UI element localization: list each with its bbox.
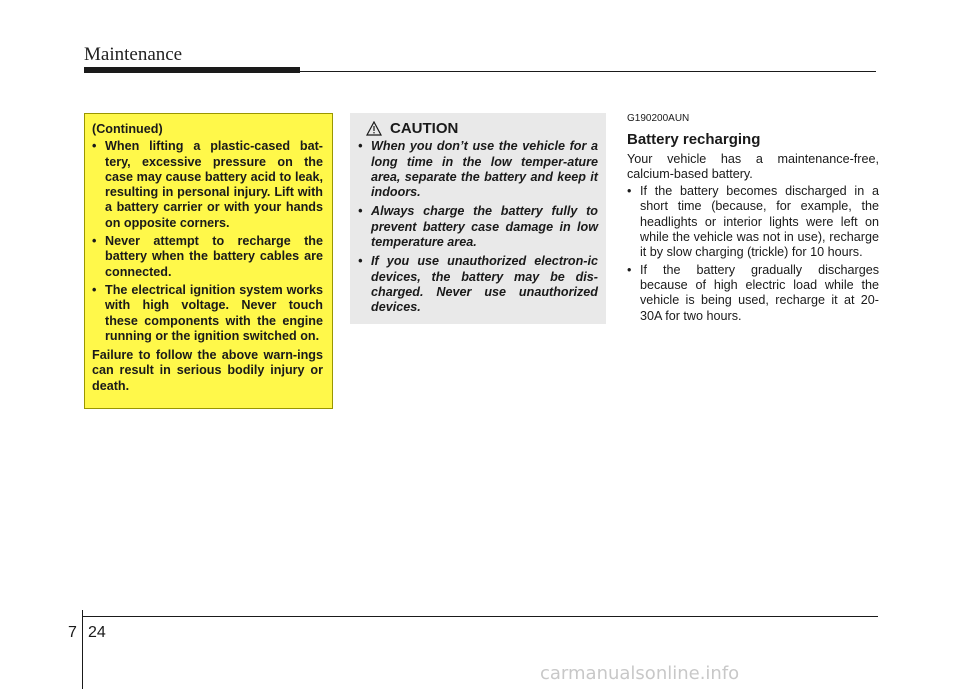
- caution-bullet: • If you use unauthorized electron-ic devices, the battery may be dis-charged. Never use unauthorized devices.: [358, 254, 598, 315]
- footer-divider: [82, 610, 83, 689]
- page-number: 24: [88, 624, 106, 641]
- section-code: G190200AUN: [627, 113, 690, 124]
- caution-header: [358, 121, 598, 136]
- watermark: carmanualsonline.info: [540, 663, 740, 684]
- section-intro: Your vehicle has a maintenance-free, calcium-based battery.: [627, 151, 879, 181]
- warning-bullet: • When lifting a plastic-cased bat-tery, excessive pressure on the case may cause battery acid to leak, resulting in personal injury. Lift with a battery carrier or with your hands on opposite corners.: [92, 139, 323, 230]
- warning-footer: Failure to follow the above warn-ings can result in serious bodily injury or death.: [92, 348, 323, 393]
- caution-bullet: • Always charge the battery fully to prevent battery case damage in low temperature area.: [358, 204, 598, 250]
- warning-box: [84, 113, 333, 409]
- caution-box: [350, 113, 606, 324]
- header-rule: [300, 71, 876, 72]
- chapter-number: 7: [68, 624, 77, 641]
- section-column: [627, 111, 879, 326]
- footer-rule: [82, 616, 878, 617]
- section-heading: Battery recharging: [627, 131, 761, 149]
- section-bullet: • If the battery gradually discharges because of high electric load while the vehicle is being used, recharge it at 20-30A for two hours.: [627, 262, 879, 323]
- section-bullet: • If the battery becomes discharged in a short time (because, for example, the headlights or interior lights were left on while the vehicle was not in use), recharge it by slow charging (trickle) for 10 hours.: [627, 184, 879, 260]
- page-header-title: Maintenance: [84, 44, 183, 65]
- caution-bullet: • When you don’t use the vehicle for a long time in the low temper-ature area, separate the battery and keep it indoors.: [358, 139, 598, 200]
- header-bar: [84, 67, 300, 73]
- caution-title: CAUTION: [390, 120, 459, 137]
- warning-bullet: • Never attempt to recharge the battery when the battery cables are connected.: [92, 234, 323, 279]
- warning-triangle-icon: [366, 121, 382, 136]
- warning-bullet: • The electrical ignition system works with high voltage. Never touch these components with the engine running or the ignition switched on.: [92, 282, 323, 343]
- continued-label: (Continued): [92, 122, 163, 136]
